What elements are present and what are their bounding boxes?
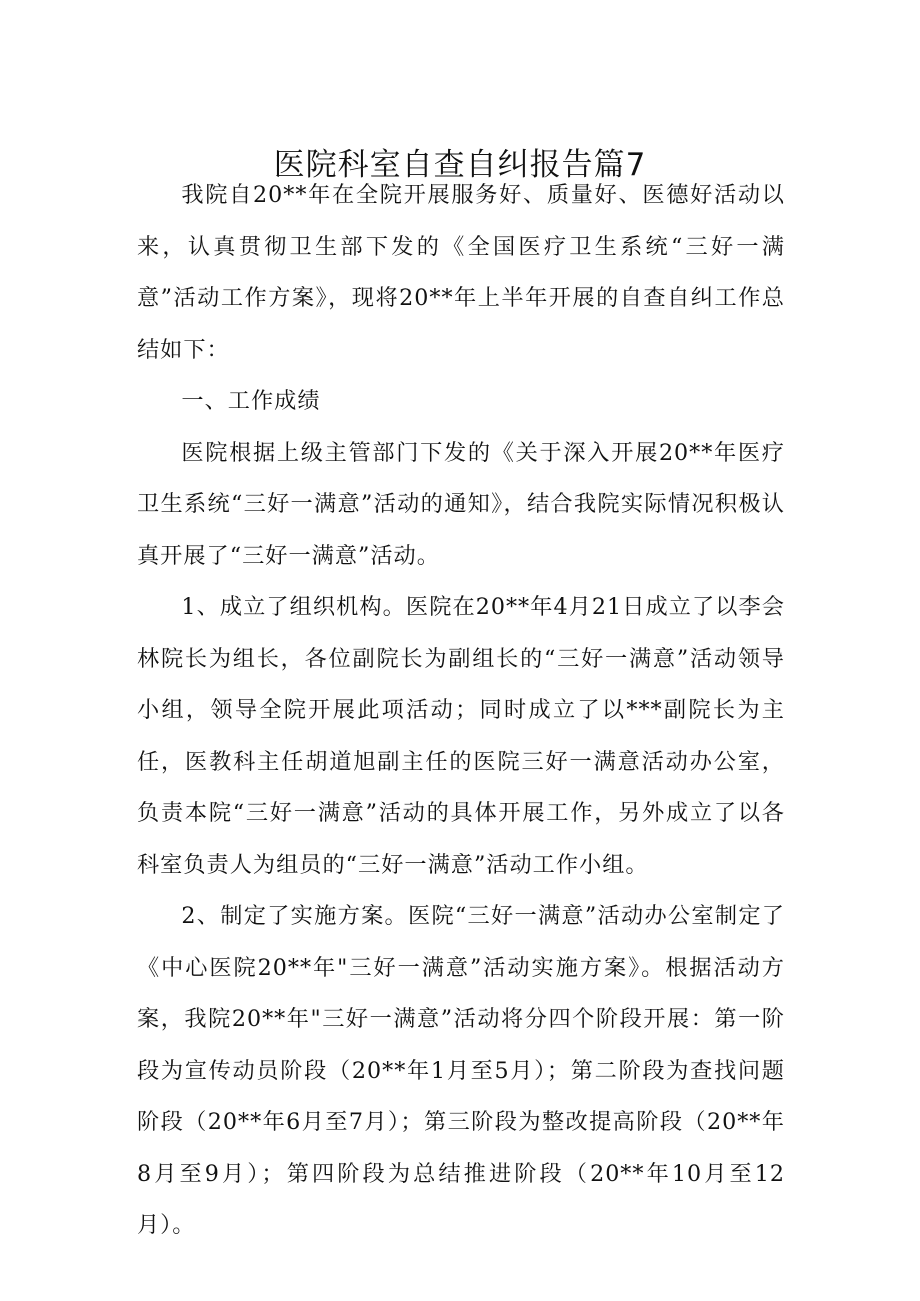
section-heading-work-results: 一、工作成绩 [181, 388, 321, 414]
plan-paragraph: 2、制定了实施方案。医院“三好一满意”活动办公室制定了《中心医院20**年"三好一满意”活动实施方案》。根据活动方案，我院20**年"三好一满意”活动将分四个阶段开展：第一阶段为宣传动员阶段（20**年1月至5月）；第二阶段为查找问题阶段（20**年6月至7月）；第三阶段为整改提高阶段（20**年8月至9月）；第四阶段为总结推进阶段（20**年10月至12月）。 [137, 903, 785, 1238]
document-body [137, 170, 785, 1252]
organization-paragraph: 1、成立了组织机构。医院在20**年4月21日成立了以李会林院长为组长，各位副院长为副组长的“三好一满意”活动领导小组，领导全院开展此项活动；同时成立了以***副院长为主任，医教科主任胡道旭副主任的医院三好一满意活动办公室，负责本院“三好一满意”活动的具体开展工作，另外成立了以各科室负责人为组员的“三好一满意”活动工作小组。 [137, 594, 785, 878]
overview-paragraph: 医院根据上级主管部门下发的《关于深入开展20**年医疗卫生系统“三好一满意”活动的通知》，结合我院实际情况积极认真开展了“三好一满意”活动。 [137, 439, 785, 569]
intro-paragraph: 我院自20**年在全院开展服务好、质量好、医德好活动以来，认真贯彻卫生部下发的《全国医疗卫生系统“三好一满意”活动工作方案》，现将20**年上半年开展的自查自纠工作总结如下： [137, 182, 785, 363]
document-title: 医院科室自查自纠报告篇7 [273, 147, 647, 183]
